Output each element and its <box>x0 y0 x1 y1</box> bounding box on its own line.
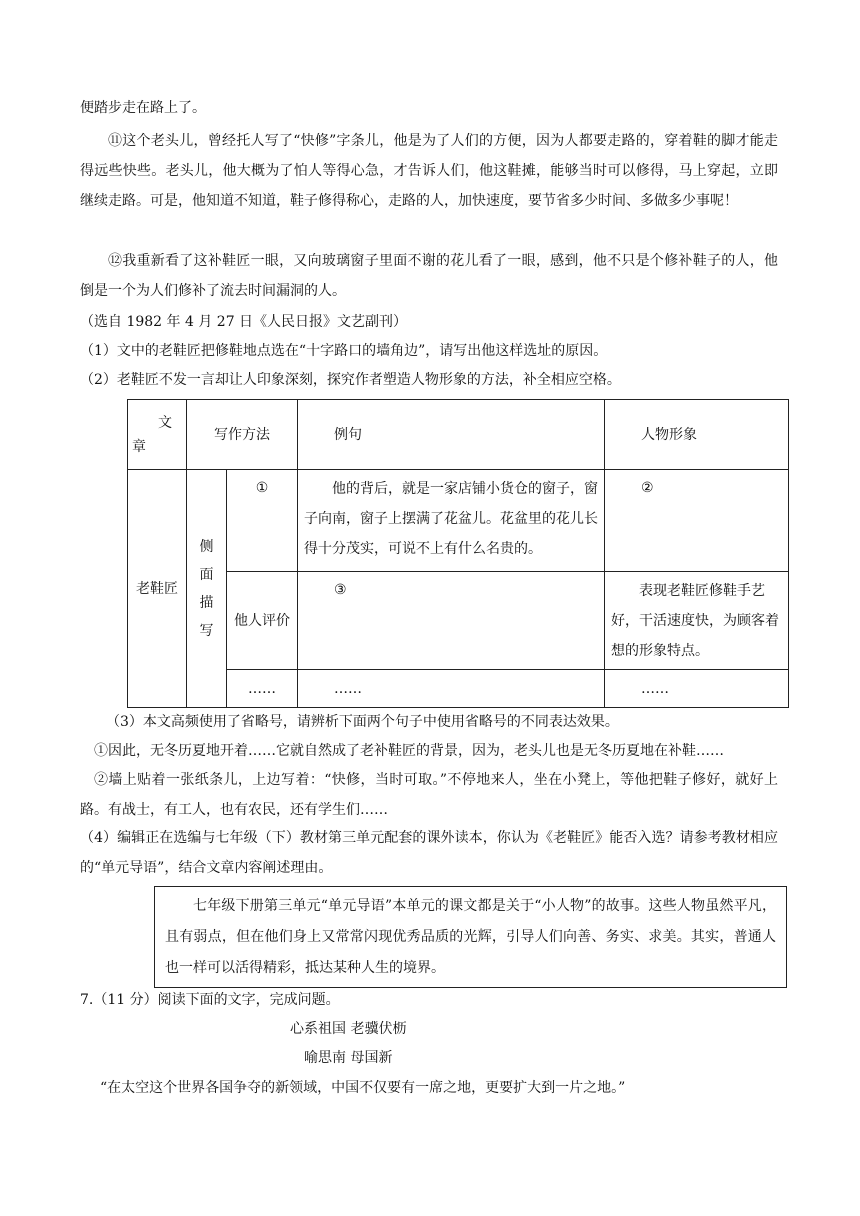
table-row <box>128 670 789 708</box>
ellipsis-method: …… <box>227 670 298 708</box>
header-example: 例句 <box>298 400 605 470</box>
article-opening-quote: “在太空这个世界各国争夺的新领域，中国不仅要有一席之地，更要扩大到一片之地。” <box>100 1080 626 1096</box>
table-row <box>128 470 789 572</box>
ellipsis-image: …… <box>605 670 789 708</box>
row-name-old-shoemaker: 老鞋匠 <box>128 470 187 708</box>
question-4: （4）编辑正在选编与七年级（下）教材第三单元配套的课外读本，你认为《老鞋匠》能否入选？请参考教材相应的“单元导语”，结合文章内容阐述理由。 <box>80 830 778 876</box>
source-citation: （选自 1982 年 4 月 27 日《人民日报》文艺副刊） <box>80 314 408 330</box>
blank-1-method: ① <box>227 470 298 572</box>
header-article-char-2: 章 <box>132 438 146 455</box>
side-description-char: 写 <box>199 622 214 639</box>
table-header-row <box>128 400 789 470</box>
question-1: （1）文中的老鞋匠把修鞋地点选在“十字路口的墙角边”，请写出他这样选址的原因。 <box>80 343 608 359</box>
question-7-heading: 7.（11 分）阅读下面的文字，完成问题。 <box>80 992 340 1008</box>
blank-2-image: ② <box>605 470 789 572</box>
header-writing-method: 写作方法 <box>187 400 298 470</box>
article-authors: 喻思南 母国新 <box>304 1050 393 1066</box>
ellipsis-example: …… <box>298 670 605 708</box>
example-sentence-1: 他的背后，就是一家店铺小货仓的窗子，窗子向南，窗子上摆满了花盆儿。花盆里的花儿长得十分茂实，可说不上有什么名贵的。 <box>298 470 605 572</box>
header-article <box>128 400 187 470</box>
question-3-sentence-1: ①因此，无冬历夏地开着……它就自然成了老补鞋匠的背景，因为，老头儿也是无冬历夏地在补鞋…… <box>94 743 724 759</box>
header-article-char-1: 文 <box>158 414 172 431</box>
character-image-description: 表现老鞋匠修鞋手艺好，干活速度快，为顾客着想的形象特点。 <box>605 572 789 670</box>
side-description-char: 侧 <box>199 538 214 555</box>
question-3-sentence-2: ②墙上贴着一张纸条儿，上边写着：“快修，当时可取。”不停地来人，坐在小凳上，等他把鞋子修好，就好上路。有战士，有工人，也有农民，还有学生们…… <box>80 772 778 818</box>
unit-introduction-box: 七年级下册第三单元“单元导语”本单元的课文都是关于“小人物”的故事。这些人物虽然平凡，且有弱点，但在他们身上又常常闪现优秀品质的光辉，引导人们向善、务实、求美。其实，普通人也一样可以活得精彩，抵达某种人生的境界。 <box>154 886 787 988</box>
paragraph-12: ⑫我重新看了这补鞋匠一眼，又向玻璃窗子里面不谢的花儿看了一眼，感到，他不只是个修补鞋子的人，他倒是一个为人们修补了流去时间漏洞的人。 <box>80 253 778 299</box>
method-others-evaluation: 他人评价 <box>227 572 298 670</box>
paragraph-continuation: 便踏步走在路上了。 <box>80 100 206 116</box>
table-row <box>128 572 789 670</box>
question-2: （2）老鞋匠不发一言却让人印象深刻，探究作者塑造人物形象的方法，补全相应空格。 <box>80 372 621 388</box>
paragraph-11: ⑪这个老头儿，曾经托人写了“快修”字条儿，他是为了人们的方便，因为人都要走路的，穿着鞋的脚才能走得远些快些。老头儿，他大概为了怕人等得心急，才告诉人们，他这鞋摊，能够当时可以修得，马上穿起，立即继续走路。可是，他知道不知道，鞋子修得称心，走路的人，加快速度，要节省多少时间、多做多少事呢！ <box>80 133 778 209</box>
side-description-char: 面 <box>199 566 214 583</box>
question-3: （3）本文高频使用了省略号，请辨析下面两个句子中使用省略号的不同表达效果。 <box>106 714 619 730</box>
side-description-label <box>187 470 227 708</box>
blank-3-example: ③ <box>298 572 605 670</box>
question-2-table <box>127 399 789 708</box>
header-character-image: 人物形象 <box>605 400 789 470</box>
article-title: 心系祖国 老骥伏枥 <box>290 1021 407 1037</box>
side-description-char: 描 <box>199 594 214 611</box>
